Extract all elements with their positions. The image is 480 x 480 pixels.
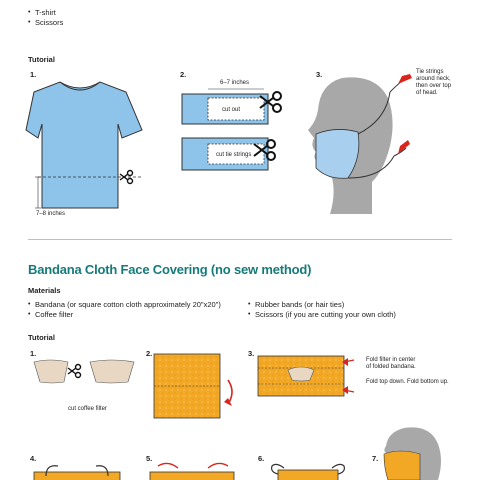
material-item: • Rubber bands (or hair ties) [248, 300, 396, 310]
material-item: • Coffee filter [28, 310, 221, 320]
measurement-label: 6–7 inches [220, 80, 250, 86]
tshirt-illustration [24, 80, 144, 220]
scissors-icon [68, 365, 81, 378]
material-item: • Scissors [28, 18, 63, 28]
step-number: 1. [30, 70, 37, 79]
cut-out-label: cut out [222, 107, 241, 113]
tutorial-heading: Tutorial [28, 333, 55, 342]
material-item: • Scissors (if you are cutting your own cloth) [248, 310, 396, 320]
head-mask-illustration [306, 74, 416, 220]
top-materials-list [28, 8, 63, 28]
step-number: 2. [180, 70, 187, 79]
section-title: Bandana Cloth Face Covering (no sew method) [28, 262, 312, 277]
bandana-filter-illustration [256, 352, 356, 402]
step-number: 4. [30, 454, 37, 463]
bandana-fold-sides-illustration [148, 460, 238, 480]
coffee-filter-illustration [32, 356, 142, 396]
fold-filter-note: Fold filter in center of folded bandana. [366, 357, 416, 370]
cut-ties-label: cut tie strings [216, 152, 252, 158]
fold-top-note: Fold top down. Fold bottom up. [366, 379, 449, 385]
measurement-label: 7–8 inches [36, 211, 66, 217]
step-number: 1. [30, 349, 37, 358]
materials-list-left [28, 300, 221, 320]
step-caption: cut coffee filter [68, 406, 107, 412]
bandana-bands-illustration [32, 462, 122, 480]
bandana-square-illustration [152, 352, 242, 422]
material-item: • T-shirt [28, 8, 63, 18]
fabric-strips-illustration [180, 86, 290, 176]
arrow-icon [398, 140, 410, 154]
step-number: 3. [248, 349, 255, 358]
step-number: 6. [258, 454, 265, 463]
materials-heading: Materials [28, 286, 61, 295]
step-number: 7. [372, 454, 379, 463]
head-bandana-illustration [380, 424, 450, 480]
section-divider [28, 239, 452, 240]
material-item: • Bandana (or square cotton cloth approximately 20"x20") [28, 300, 221, 310]
materials-list-right [248, 300, 396, 320]
step-number: 5. [146, 454, 153, 463]
tutorial-heading: Tutorial [28, 55, 55, 64]
curved-arrow-icon [158, 463, 178, 468]
step-number: 3. [316, 70, 323, 79]
bandana-folded-illustration [268, 462, 348, 480]
step-number: 2. [146, 349, 153, 358]
curved-arrow-icon [208, 463, 228, 468]
tie-strings-note: Tie strings around neck, then over top of head. [416, 69, 452, 96]
arrow-icon [398, 74, 412, 84]
